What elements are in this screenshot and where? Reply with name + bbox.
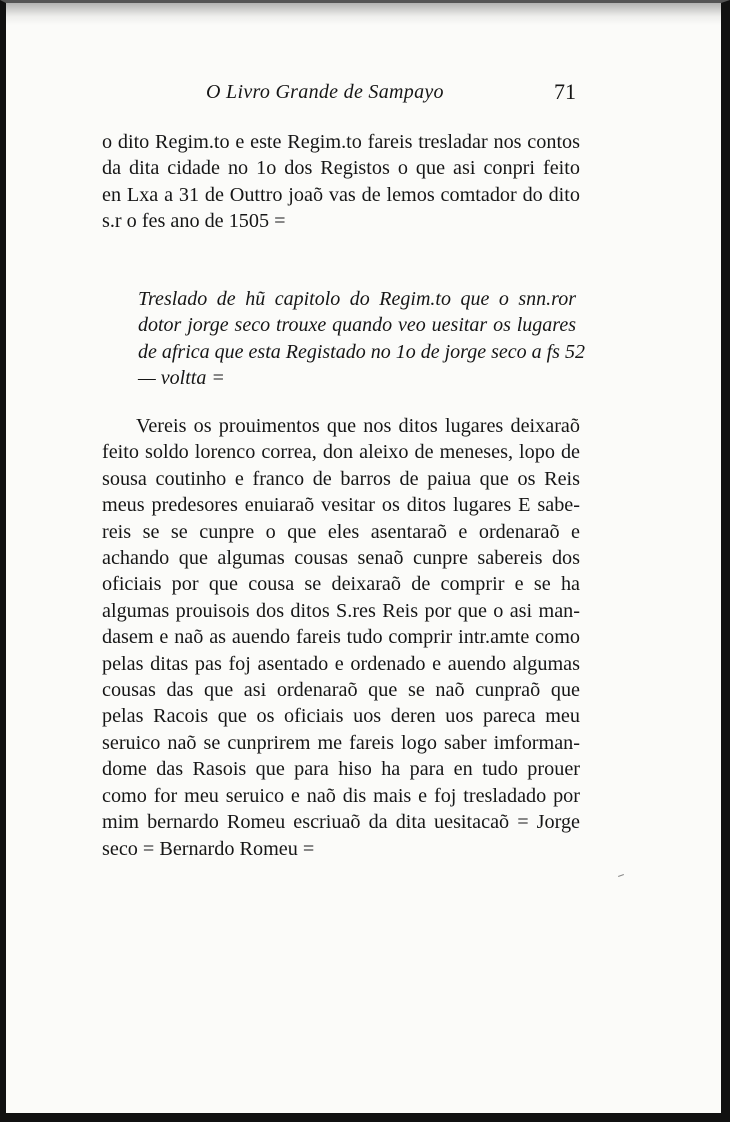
text-line: dome das Rasois que para hiso ha para en tudo prouer [102, 758, 580, 781]
text-line: achando que algumas cousas senaõ cunpre sabereis dos [102, 547, 580, 570]
running-head [6, 81, 721, 113]
text-line: como for meu seruico e naõ dis mais e foj tresladado por [102, 784, 580, 807]
stray-mark [618, 874, 624, 877]
heading-line: — voltta = [138, 367, 225, 390]
text-line: pelas Racois que os oficiais uos deren uos pareca meu [102, 705, 580, 728]
text-line: mim bernardo Romeu escriuaõ da dita uesitacaõ = Jorge [102, 811, 580, 834]
text-line: dasem e naõ as auendo fareis tudo comprir intr.amte como [102, 626, 580, 649]
text-line: da dita cidade no 1o dos Registos o que asi conpri feito [102, 157, 580, 180]
text-line: pelas ditas pas foj asentado e ordenado e auendo algumas [102, 652, 580, 675]
text-line: Vereis os prouimentos que nos ditos lugares deixaraõ [136, 415, 580, 437]
text-line: cousas das que asi ordenaraõ que se naõ cunpraõ que [102, 679, 580, 702]
heading-line: de africa que esta Registado no 1o de jorge seco a fs 52 [138, 340, 585, 363]
text-line: seruico naõ se cunprirem me fareis logo saber imforman- [102, 731, 580, 754]
text-line: o dito Regim.to e este Regim.to fareis tresladar nos contos [102, 131, 580, 153]
heading-line: Treslado de hũ capitolo do Regim.to que o snn.ror [138, 288, 576, 310]
text-line: en Lxa a 31 de Outtro joaõ vas de lemos comtador do dito [102, 183, 580, 206]
text-line: seco = Bernardo Romeu = [102, 837, 315, 860]
paragraph-2 [102, 413, 580, 862]
text-line: oficiais por que cousa se deixaraõ de comprir e se ha [102, 573, 580, 596]
heading-line: dotor jorge seco trouxe quando veo uesitar os lugares [138, 314, 576, 337]
text-line: reis se se cunpre o que eles asentaraõ e ordenaraõ e [102, 520, 580, 543]
paragraph-1 [102, 129, 580, 235]
text-line: feito soldo lorenco correa, don aleixo de meneses, lopo de [102, 441, 580, 464]
text-line: meus predesores enuiaraõ vesitar os ditos lugares E sabe- [102, 494, 580, 517]
text-line: sousa coutinho e franco de barros de paiua que os Reis [102, 467, 580, 490]
section-heading [138, 286, 585, 392]
running-title: O Livro Grande de Sampayo [206, 81, 444, 103]
text-line: s.r o fes ano de 1505 = [102, 210, 286, 233]
text-line: algumas prouisois dos ditos S.res Reis por que o asi man- [102, 599, 580, 622]
page-number: 71 [554, 79, 576, 104]
scan-edge-shadow [6, 3, 721, 25]
